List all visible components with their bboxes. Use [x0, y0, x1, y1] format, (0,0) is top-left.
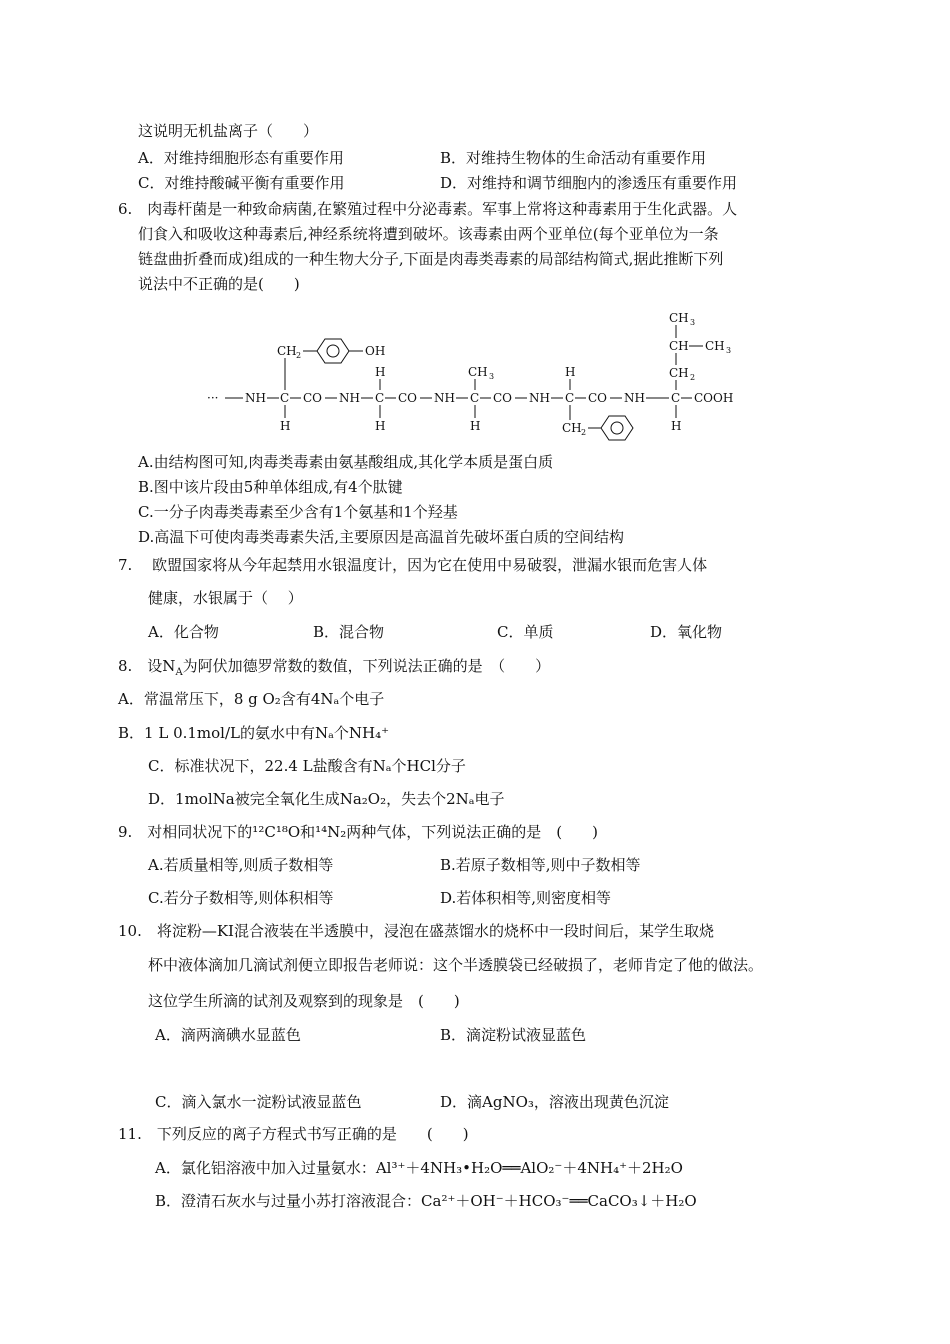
q10-option-b: B．滴淀粉试液显蓝色 — [440, 1026, 587, 1044]
h-r2-top: H — [375, 365, 386, 379]
svg-text:3: 3 — [726, 346, 732, 355]
q6-stem-line4: 说法中不正确的是( ) — [138, 275, 300, 293]
botulinum-toxin-structure-diagram — [205, 306, 765, 442]
q7-stem-line1: 7. 欧盟国家将从今年起禁用水银温度计，因为它在使用中易破裂，泄漏水银而危害人体 — [118, 556, 708, 574]
c-alpha-2: C — [375, 391, 385, 405]
co-1: CO — [303, 391, 323, 405]
q6-option-c: C.一分子肉毒类毒素至少含有1个氨基和1个羟基 — [138, 503, 458, 521]
q10-stem-line3: 这位学生所滴的试剂及观察到的现象是 ( ) — [148, 992, 460, 1010]
c-alpha-5: C — [671, 391, 681, 405]
h-r1: H — [280, 419, 291, 433]
nh-2: NH — [339, 391, 360, 405]
nh-4: NH — [529, 391, 550, 405]
q10-option-c: C．滴入氯水一淀粉试液显蓝色 — [155, 1093, 362, 1111]
q5-option-b: B．对维持生物体的生命活动有重要作用 — [440, 149, 707, 167]
q11-option-a: A．氯化铝溶液中加入过量氨水：Al³⁺＋4NH₃•H₂O══AlO₂⁻＋4NH₄⁺＋2H₂O — [155, 1159, 683, 1177]
q5-option-c: C．对维持酸碱平衡有重要作用 — [138, 174, 345, 192]
q10-stem-line1: 10. 将淀粉—KI混合液装在半透膜中，浸泡在盛蒸馏水的烧杯中一段时间后，某学生取烧 — [118, 922, 714, 940]
q5-option-d: D．对维持和调节细胞内的渗透压有重要作用 — [440, 174, 738, 192]
q7-option-b: B．混合物 — [313, 623, 385, 641]
ch3-r5-top: CH — [669, 311, 689, 325]
co-4: CO — [588, 391, 608, 405]
q6-stem-line3: 链盘曲折叠而成)组成的一种生物大分子,下面是肉毒类毒素的局部结构简式,据此推断下列 — [138, 250, 724, 268]
svg-text:3: 3 — [690, 318, 696, 327]
h-r2-bottom: H — [375, 419, 386, 433]
oh: OH — [365, 344, 386, 358]
q9-stem: 9. 对相同状况下的¹²C¹⁸O和¹⁴N₂两种气体，下列说法正确的是 ( ) — [118, 823, 599, 841]
chain-dots: ··· — [207, 391, 219, 405]
q8-option-b: B．1 L 0.1mol/L的氨水中有Nₐ个NH₄⁺ — [118, 724, 390, 742]
q8-option-c: C．标准状况下，22.4 L盐酸含有Nₐ个HCl分子 — [148, 757, 466, 775]
q8-option-a: A．常温常压下，8 g O₂含有4Nₐ个电子 — [118, 690, 385, 708]
q10-option-a: A．滴两滴碘水显蓝色 — [155, 1026, 301, 1044]
q8-option-d: D．1molNa被完全氧化生成Na₂O₂，失去个2Nₐ电子 — [148, 790, 505, 808]
ch2-r1: CH — [277, 344, 297, 358]
q7-option-d: D．氧化物 — [650, 623, 723, 641]
q11-option-b: B．澄清石灰水与过量小苏打溶液混合：Ca²⁺＋OH⁻＋HCO₃⁻══CaCO₃↓＋H₂O — [155, 1192, 697, 1210]
question-intro: 这说明无机盐离子（ ） — [138, 122, 319, 140]
ch3-r3: CH — [468, 365, 488, 379]
co-2: CO — [398, 391, 418, 405]
ch3-r5-side: CH — [705, 339, 725, 353]
q9-option-c: C.若分子数相等,则体积相等 — [148, 889, 334, 907]
svg-text:2: 2 — [690, 373, 696, 382]
q10-option-d: D．滴AgNO₃，溶液出现黄色沉淀 — [440, 1093, 669, 1111]
svg-text:2: 2 — [296, 351, 302, 360]
h-r5: H — [671, 419, 682, 433]
q7-option-a: A．化合物 — [148, 623, 219, 641]
q7-option-c: C．单质 — [497, 623, 554, 641]
svg-text:3: 3 — [489, 372, 495, 381]
q6-stem-line2: 们食入和吸收这种毒素后,神经系统将遭到破坏。该毒素由两个亚单位(每个亚单位为一条 — [138, 225, 719, 243]
nh-3: NH — [434, 391, 455, 405]
nh-5: NH — [624, 391, 645, 405]
q7-stem-line2: 健康，水银属于（ ） — [148, 589, 303, 607]
ch2-r4: CH — [562, 421, 582, 435]
q10-stem-line2: 杯中液体滴加几滴试剂便立即报告老师说：这个半透膜袋已经破损了，老师肯定了他的做法。 — [148, 956, 764, 974]
c-alpha-4: C — [565, 391, 575, 405]
h-r4: H — [565, 365, 576, 379]
q6-stem-line1: 6. 肉毒杆菌是一种致命病菌,在繁殖过程中分泌毒素。军事上常将这种毒素用于生化武器。人 — [118, 200, 738, 218]
q6-option-b: B.图中该片段由5种单体组成,有4个肽键 — [138, 478, 403, 496]
q5-option-a: A．对维持细胞形态有重要作用 — [138, 149, 344, 167]
cooh: COOH — [694, 391, 734, 405]
q8-stem: 8. 设$N_A$为阿伏加德罗常数的数值，下列说法正确的是 （ ） — [118, 657, 551, 678]
co-3: CO — [493, 391, 513, 405]
c-alpha-3: C — [470, 391, 480, 405]
h-r3: H — [470, 419, 481, 433]
ch2-r5: CH — [669, 366, 689, 380]
q9-option-a: A.若质量相等,则质子数相等 — [148, 856, 334, 874]
q6-option-d: D.高温下可使肉毒类毒素失活,主要原因是高温首先破坏蛋白质的空间结构 — [138, 528, 625, 546]
nh-1: NH — [245, 391, 266, 405]
svg-text:2: 2 — [581, 428, 587, 437]
q6-option-a: A.由结构图可知,肉毒类毒素由氨基酸组成,其化学本质是蛋白质 — [138, 453, 554, 471]
c-alpha-1: C — [280, 391, 290, 405]
q11-stem: 11. 下列反应的离子方程式书写正确的是 ( ) — [118, 1125, 469, 1143]
ch-r5: CH — [669, 339, 689, 353]
q9-option-b: B.若原子数相等,则中子数相等 — [440, 856, 641, 874]
q9-option-d: D.若体积相等,则密度相等 — [440, 889, 612, 907]
